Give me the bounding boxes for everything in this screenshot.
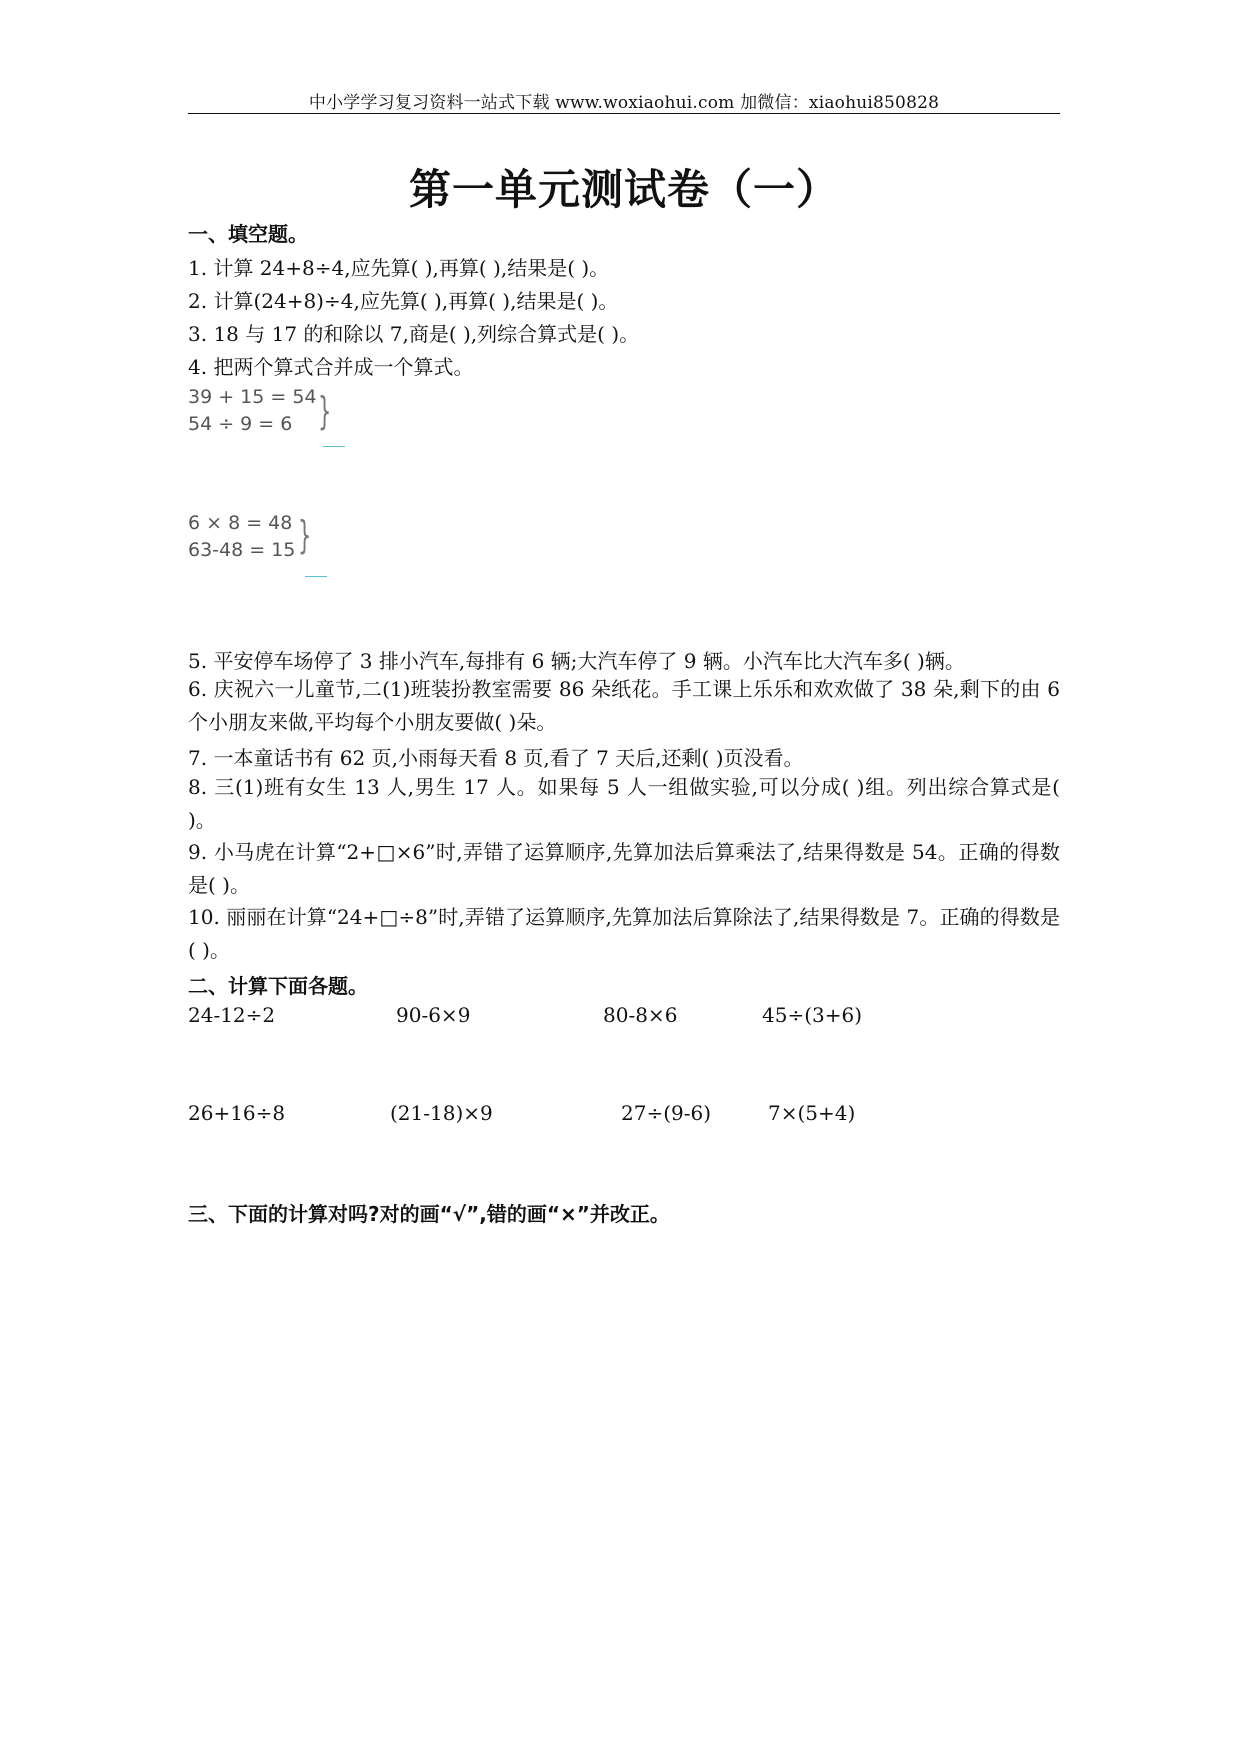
equation-2b: 63-48 = 15 <box>188 539 296 561</box>
brace-icon: } <box>298 513 312 557</box>
calc-item: 7×(5+4) <box>768 1101 856 1125</box>
equation-1a: 39 + 15 = 54 <box>188 386 317 408</box>
question-9: 9. 小马虎在计算“2+□×6”时,弄错了运算顺序,先算加法后算乘法了,结果得数是 54。正确的得数是( )。 <box>188 840 1060 897</box>
page-title: 第一单元测试卷（一） <box>408 165 839 214</box>
answer-blank-2 <box>305 576 327 577</box>
question-3: 3. 18 与 17 的和除以 7,商是( ),列综合算式是( )。 <box>188 322 640 346</box>
equation-1b: 54 ÷ 9 = 6 <box>188 413 293 435</box>
equation-group-1 <box>188 384 317 438</box>
calc-item: 80-8×6 <box>603 1003 678 1027</box>
calc-item: 24-12÷2 <box>188 1003 276 1027</box>
question-7: 7. 一本童话书有 62 页,小雨每天看 8 页,看了 7 天后,还剩( )页没看。 <box>188 746 804 770</box>
question-8: 8. 三(1)班有女生 13 人,男生 17 人。如果每 5 人一组做实验,可以分成( )组。列出综合算式是( )。 <box>188 775 1060 832</box>
header-rule <box>188 113 1060 114</box>
calc-item: 45÷(3+6) <box>762 1003 863 1027</box>
question-5: 5. 平安停车场停了 3 排小汽车,每排有 6 辆;大汽车停了 9 辆。小汽车比大汽车多( )辆。 <box>188 649 965 673</box>
calc-item: 27÷(9-6) <box>621 1101 712 1125</box>
section-2-heading: 二、计算下面各题。 <box>188 974 368 998</box>
question-4: 4. 把两个算式合并成一个算式。 <box>188 355 474 379</box>
question-6: 6. 庆祝六一儿童节,二(1)班装扮教室需要 86 朵纸花。手工课上乐乐和欢欢做了 38 朵,剩下的由 6 个小朋友来做,平均每个小朋友要做( )朵。 <box>188 677 1060 734</box>
question-2: 2. 计算(24+8)÷4,应先算( ),再算( ),结果是( )。 <box>188 289 619 313</box>
equation-group-2 <box>188 510 295 564</box>
calc-item: 90-6×9 <box>396 1003 471 1027</box>
equation-2a: 6 × 8 = 48 <box>188 512 293 534</box>
brace-icon: } <box>318 389 332 433</box>
question-10: 10. 丽丽在计算“24+□÷8”时,弄错了运算顺序,先算加法后算除法了,结果得数是 7。正确的得数是( )。 <box>188 905 1060 962</box>
question-1: 1. 计算 24+8÷4,应先算( ),再算( ),结果是( )。 <box>188 256 610 280</box>
calc-item: 26+16÷8 <box>188 1101 286 1125</box>
section-1-heading: 一、填空题。 <box>188 222 308 246</box>
section-3-heading: 三、下面的计算对吗?对的画“√”,错的画“×”并改正。 <box>188 1202 670 1226</box>
answer-blank-1 <box>323 446 345 447</box>
page-header: 中小学学习复习资料一站式下载 www.woxiaohui.com 加微信：xiaohui850828 <box>308 93 940 113</box>
calc-item: (21-18)×9 <box>390 1101 493 1125</box>
